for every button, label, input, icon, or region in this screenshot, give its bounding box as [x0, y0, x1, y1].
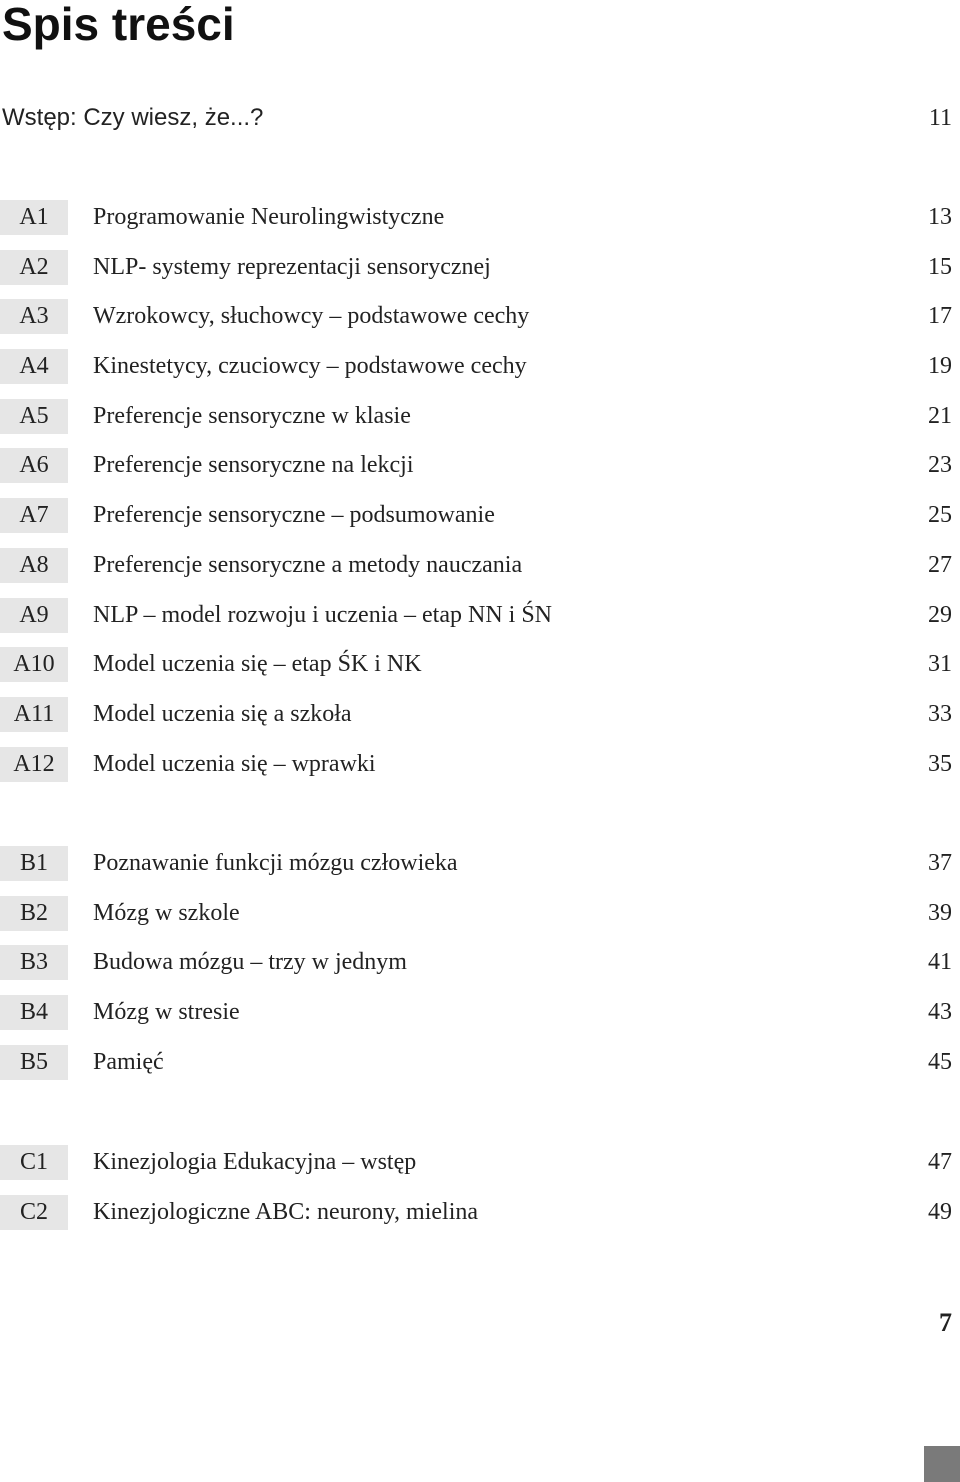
toc-entry-title: Preferencje sensoryczne w klasie — [93, 402, 411, 429]
toc-entry[interactable] — [0, 448, 952, 483]
toc-entry[interactable] — [0, 1195, 952, 1230]
toc-entry-title: Mózg w szkole — [93, 899, 240, 926]
toc-section-b — [0, 846, 952, 1094]
toc-entry[interactable] — [0, 896, 952, 931]
toc-entry-code: B2 — [0, 896, 68, 931]
toc-entry-title: Kinezjologiczne ABC: neurony, mielina — [93, 1198, 479, 1225]
toc-entry-code: C2 — [0, 1195, 68, 1230]
toc-entry-title: Programowanie Neurolingwistyczne — [93, 204, 445, 230]
page-title: Spis treści — [2, 0, 235, 50]
toc-entry-page: 41 — [928, 949, 952, 976]
toc-entry-page: 23 — [928, 452, 952, 479]
toc-entry-title: Model uczenia się – etap ŚK i NK — [93, 651, 422, 678]
toc-entry-title: Preferencje sensoryczne na lekcji — [93, 452, 414, 479]
toc-entry[interactable] — [0, 250, 952, 285]
toc-entry[interactable] — [0, 548, 952, 583]
toc-entry[interactable] — [0, 647, 952, 682]
toc-entry-title: Model uczenia się – wprawki — [93, 750, 376, 777]
toc-entry-code: A7 — [0, 498, 68, 533]
toc-entry[interactable] — [0, 299, 952, 334]
toc-entry-title: Preferencje sensoryczne a metody nauczania — [93, 551, 523, 578]
toc-entry[interactable] — [0, 1045, 952, 1080]
toc-entry-code: A3 — [0, 299, 68, 334]
toc-entry-code: A10 — [0, 647, 68, 682]
toc-entry-code: B4 — [0, 995, 68, 1030]
toc-intro-page: 11 — [928, 104, 952, 131]
toc-section-c — [0, 1145, 952, 1244]
toc-entry-page: 21 — [928, 402, 952, 429]
toc-entry-code: B1 — [0, 846, 68, 881]
toc-entry-title: Budowa mózgu – trzy w jednym — [93, 949, 407, 976]
toc-entry-page: 39 — [928, 899, 952, 926]
toc-entry[interactable] — [0, 945, 952, 980]
toc-entry-code: A2 — [0, 250, 68, 285]
toc-entry-page: 13 — [928, 204, 952, 230]
corner-tab-marker — [924, 1446, 960, 1482]
toc-entry-page: 31 — [928, 651, 952, 678]
toc-entry[interactable] — [0, 399, 952, 434]
toc-entry-title: NLP- systemy reprezentacji sensorycznej — [93, 253, 491, 280]
toc-entry-title: Mózg w stresie — [93, 999, 240, 1026]
toc-entry-page: 37 — [928, 850, 952, 876]
toc-entry-title: Model uczenia się a szkoła — [93, 700, 352, 727]
toc-entry-page: 25 — [928, 502, 952, 529]
toc-entry-page: 17 — [928, 303, 952, 330]
toc-intro-label: Wstęp: Czy wiesz, że...? — [2, 104, 264, 131]
toc-entry[interactable] — [0, 349, 952, 384]
toc-entry[interactable] — [0, 1145, 952, 1180]
toc-entry-page: 29 — [928, 601, 952, 628]
toc-entry-code: A12 — [0, 747, 68, 782]
toc-entry-code: A4 — [0, 349, 68, 384]
toc-entry-code: A9 — [0, 598, 68, 633]
toc-entry-title: Kinezjologia Edukacyjna – wstęp — [93, 1149, 417, 1175]
toc-entry-page: 35 — [928, 750, 952, 777]
toc-entry[interactable] — [0, 846, 952, 881]
toc-entry-code: A6 — [0, 448, 68, 483]
toc-intro-row[interactable] — [2, 100, 952, 136]
toc-entry-code: A8 — [0, 548, 68, 583]
toc-entry-code: C1 — [0, 1145, 68, 1180]
toc-entry-title: Kinestetycy, czuciowcy – podstawowe cechy — [93, 353, 527, 380]
toc-entry[interactable] — [0, 995, 952, 1030]
toc-entry-page: 15 — [928, 253, 952, 280]
toc-entry[interactable] — [0, 598, 952, 633]
toc-entry-page: 43 — [928, 999, 952, 1026]
toc-entry-title: Wzrokowcy, słuchowcy – podstawowe cechy — [93, 303, 530, 330]
toc-entry[interactable] — [0, 200, 952, 235]
toc-entry-page: 27 — [928, 551, 952, 578]
toc-entry-page: 19 — [928, 353, 952, 380]
toc-entry[interactable] — [0, 498, 952, 533]
toc-entry-code: A1 — [0, 200, 68, 235]
toc-entry[interactable] — [0, 697, 952, 732]
toc-entry[interactable] — [0, 747, 952, 782]
toc-entry-page: 49 — [928, 1198, 952, 1225]
toc-entry-title: Pamięć — [93, 1048, 164, 1075]
toc-entry-page: 47 — [928, 1149, 952, 1175]
toc-entry-page: 33 — [928, 700, 952, 727]
toc-entry-page: 45 — [928, 1048, 952, 1075]
toc-entry-code: A11 — [0, 697, 68, 732]
toc-entry-code: A5 — [0, 399, 68, 434]
toc-section-a — [0, 200, 952, 796]
toc-entry-title: Poznawanie funkcji mózgu człowieka — [93, 850, 458, 876]
toc-entry-code: B3 — [0, 945, 68, 980]
page-number: 7 — [939, 1308, 952, 1337]
toc-entry-title: NLP – model rozwoju i uczenia – etap NN i ŚN — [93, 601, 553, 628]
toc-entry-code: B5 — [0, 1045, 68, 1080]
toc-entry-title: Preferencje sensoryczne – podsumowanie — [93, 502, 495, 529]
